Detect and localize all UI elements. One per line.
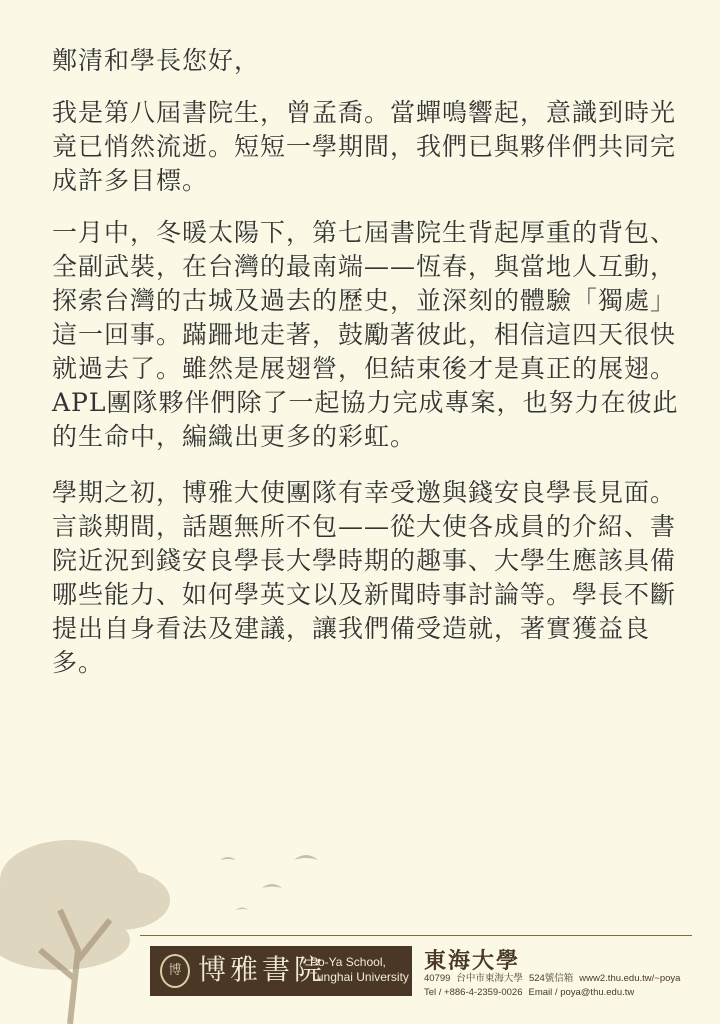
handwritten-letter bbox=[52, 44, 692, 680]
school-name-cn: 博雅書院 bbox=[198, 953, 327, 986]
university-name-cn: 東海大學 bbox=[424, 948, 521, 974]
school-name-en: Po-Ya School, Tunghai University bbox=[310, 955, 409, 984]
bird-icons bbox=[220, 855, 318, 910]
telephone: Tel / +886-4-2359-0026 bbox=[424, 987, 523, 998]
letter-paragraph-1: 我是第八屆書院生，曾孟喬。當蟬鳴響起，意識到時光竟已悄然流逝。短短一學期間，我們已與夥伴們共同完成許多目標。 bbox=[52, 98, 677, 195]
po-box: 524號信箱 bbox=[528, 973, 574, 984]
letter-paragraph-3: 學期之初，博雅大使團隊有幸受邀與錢安良學長見面。言談期間，話題無所不包——從大使各成員的介紹、書院近況到錢安良學長大學時期的趣事、大學生應該具備哪些能力、如何學英文以及新聞時事討論等。學長不斷提出自身看法及建議，讓我們備受造就，著實獲益良多。 bbox=[52, 478, 677, 677]
letter-paragraph-2: 一月中，冬暖太陽下，第七屆書院生背起厚重的背包、全副武裝，在台灣的最南端——恆春，與當地人互動，探索台灣的古城及過去的歷史，並深刻的體驗「獨處」這一回事。蹣跚地走著，鼓勵著彼此，相信這四天很快就過去了。雖然是展翅營，但結束後才是真正的展翅。APL團隊夥伴們除了一起協力完成專案，也努力在彼此的生命中，編織出更多的彩虹。 bbox=[52, 218, 679, 451]
email-link[interactable]: Email / poya@thu.edu.tw bbox=[528, 987, 635, 998]
contact-info bbox=[424, 972, 686, 1000]
postcode: 40799 bbox=[424, 973, 451, 984]
footer-divider bbox=[140, 935, 692, 936]
address: 台中市東海大學 bbox=[456, 973, 523, 984]
website-link[interactable]: www2.thu.edu.tw/~poya bbox=[579, 973, 681, 984]
letter-greeting: 鄭清和學長您好， bbox=[52, 46, 261, 75]
school-seal-icon: 博 bbox=[160, 954, 190, 988]
